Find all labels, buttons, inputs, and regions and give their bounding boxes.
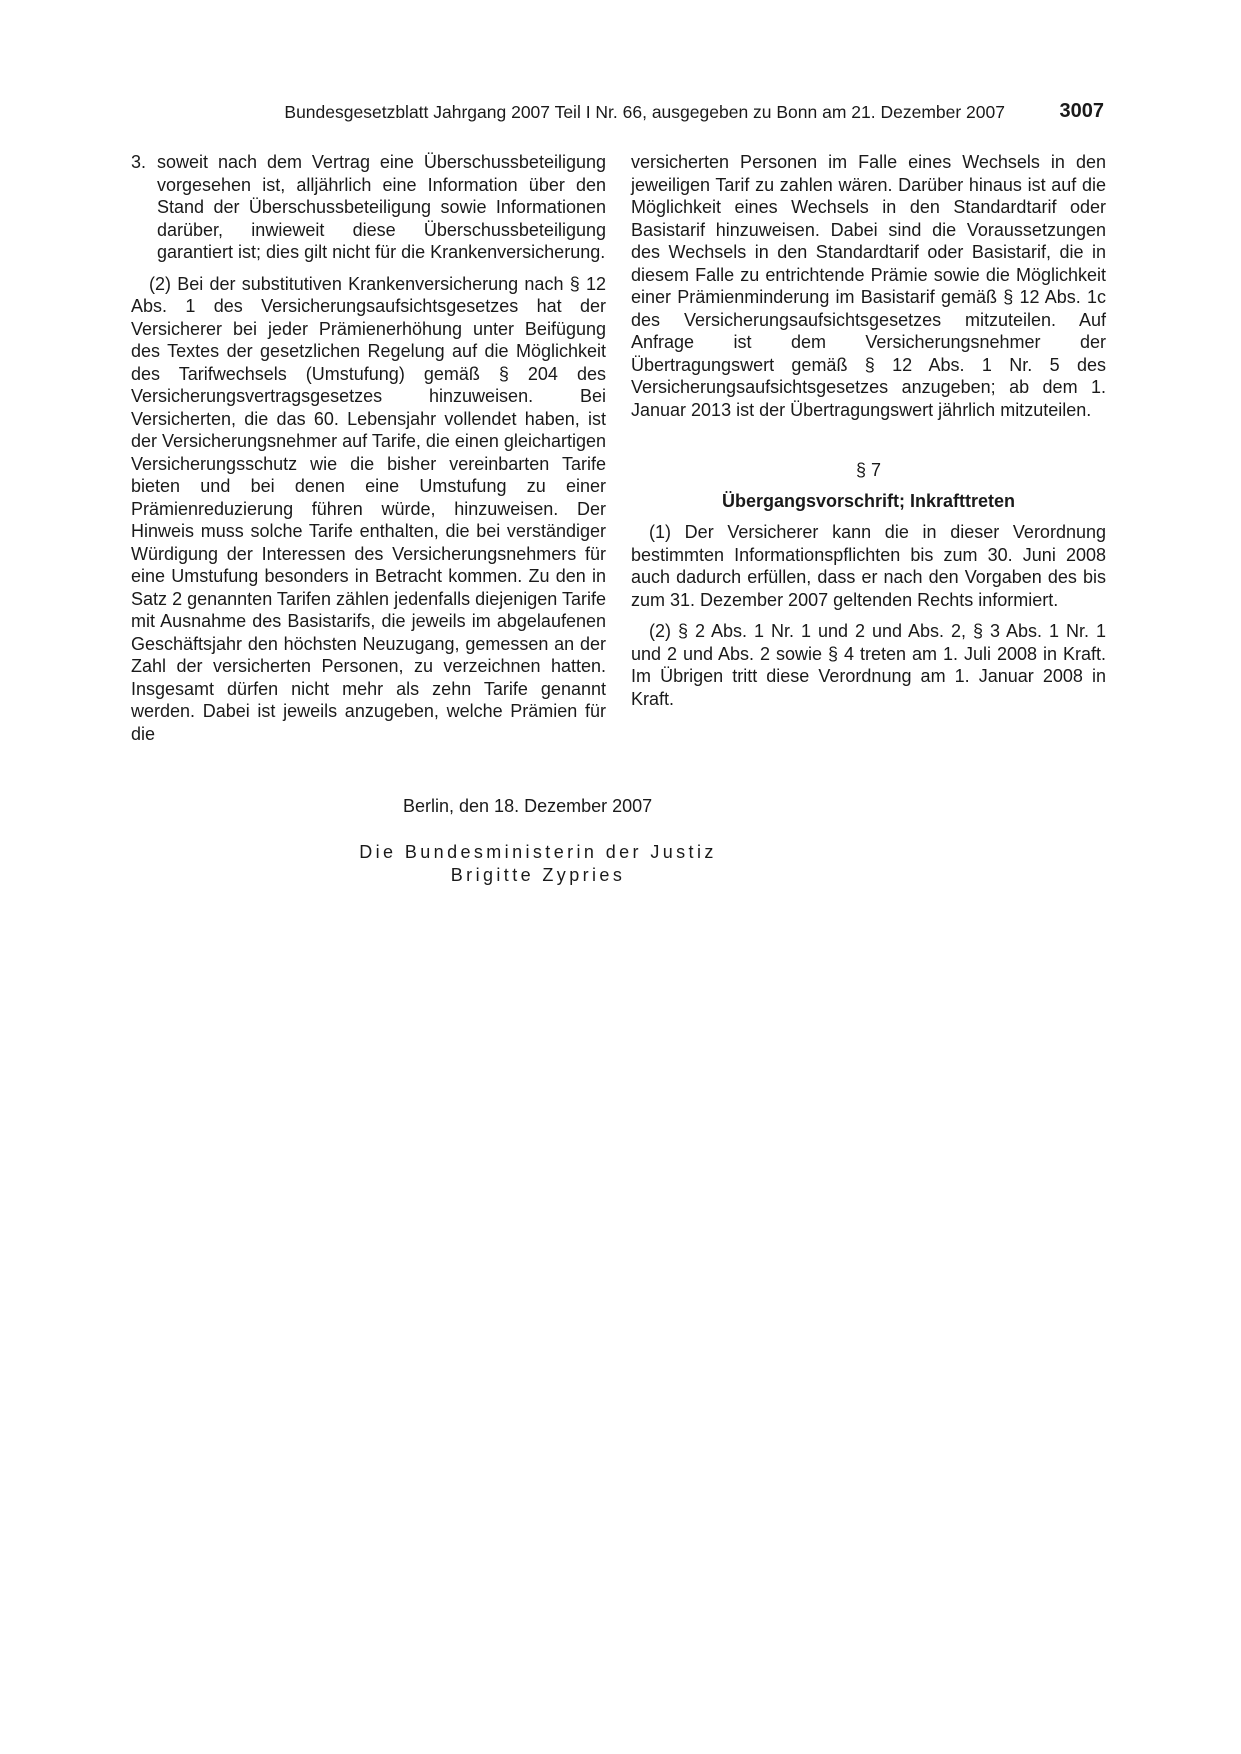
- place-date: Berlin, den 18. Dezember 2007: [403, 796, 653, 816]
- list-item-text: soweit nach dem Vertrag eine Überschussbeteiligung vorgesehen ist, alljährlich eine Information über den Stand der Überschussbeteiligung sowie Informationen darüber, inwieweit diese Überschussbeteiligung garantiert ist; dies gilt nicht für die Krankenversicherung.: [157, 152, 606, 262]
- section-title: Übergangsvorschrift; Inkrafttreten: [721, 490, 1016, 511]
- section-number: § 7: [855, 460, 882, 480]
- page-header: [130, 100, 1110, 126]
- right-column: [631, 151, 1106, 719]
- signatory-title: Die Bundesministerin der Justiz: [359, 842, 717, 862]
- list-item-number: 3.: [131, 152, 147, 172]
- signatory-name: Brigitte Zypries: [450, 865, 626, 885]
- running-title: Bundesgesetzblatt Jahrgang 2007 Teil I Nr. 66, ausgegeben zu Bonn am 21. Dezember 2007: [284, 102, 1005, 122]
- paragraph-1-right: (1) Der Versicherer kann die in dieser Verordnung bestimmten Informationspflichten bis zum 30. Juni 2008 auch dadurch erfüllen, dass er nach den Vorgaben des bis zum 31. Dezember 2007 geltenden Rechts informiert.: [631, 522, 1106, 610]
- paragraph-2-right: (2) § 2 Abs. 1 Nr. 1 und 2 und Abs. 2, § 3 Abs. 1 Nr. 1 und 2 und Abs. 2 sowie § 4 treten am 1. Juli 2008 in Kraft. Im Übrigen tritt diese Verordnung am 1. Januar 2008 in Kraft.: [631, 621, 1106, 709]
- left-column: [131, 151, 606, 754]
- list-item-3: [131, 151, 606, 264]
- paragraph-2-left: (2) Bei der substitutiven Krankenversicherung nach § 12 Abs. 1 des Versicherungsaufsichtsgesetzes hat der Versicherer bei jeder Prämienerhöhung unter Beifügung des Textes der gesetzlichen Regelung auf die Möglichkeit des Tarifwechsels (Umstufung) gemäß § 204 des Versicherungsvertragsgesetzes hinzuweisen. Bei Versicherten, die das 60. Lebensjahr vollendet haben, ist der Versicherungsnehmer auf Tarife, die einen gleichartigen Versicherungsschutz wie die bisher vereinbarten Tarife bieten und bei denen eine Umstufung zu einer Prämienreduzierung führen würde, hinzuweisen. Der Hinweis muss solche Tarife enthalten, die bei verständiger Würdigung der Interessen des Versicherungsnehmers für eine Umstufung besonders in Betracht kommen. Zu den in Satz 2 genannten Tarifen zählen jedenfalls diejenigen Tarife mit Ausnahme des Basistarifs, die jeweils im abgelaufenen Geschäftsjahr den höchsten Neuzugang, gemessen an der Zahl der versicherten Personen, zu verzeichnen hatten. Insgesamt dürfen nicht mehr als zehn Tarife genannt werden. Dabei ist jeweils anzugeben, welche Prämien für die: [131, 273, 606, 744]
- page-number: 3007: [1059, 100, 1104, 122]
- paragraph-continuation: versicherten Personen im Falle eines Wechsels in den jeweiligen Tarif zu zahlen wären. Darüber hinaus ist auf die Möglichkeit eines Wechsels in den Standardtarif oder Basistarif hinzuweisen. Dabei sind die Voraussetzungen des Wechsels in den Standardtarif oder Basistarif, die in diesem Falle zu entrichtende Prämie sowie die Möglichkeit einer Prämienminderung im Basistarif gemäß § 12 Abs. 1c des Versicherungsaufsichtsgesetzes mitzuteilen. Auf Anfrage ist dem Versicherungsnehmer der Übertragungswert gemäß § 12 Abs. 1 Nr. 5 des Versicherungsaufsichtsgesetzes anzugeben; ab dem 1. Januar 2013 ist der Übertragungswert jährlich mitzuteilen.: [631, 152, 1106, 420]
